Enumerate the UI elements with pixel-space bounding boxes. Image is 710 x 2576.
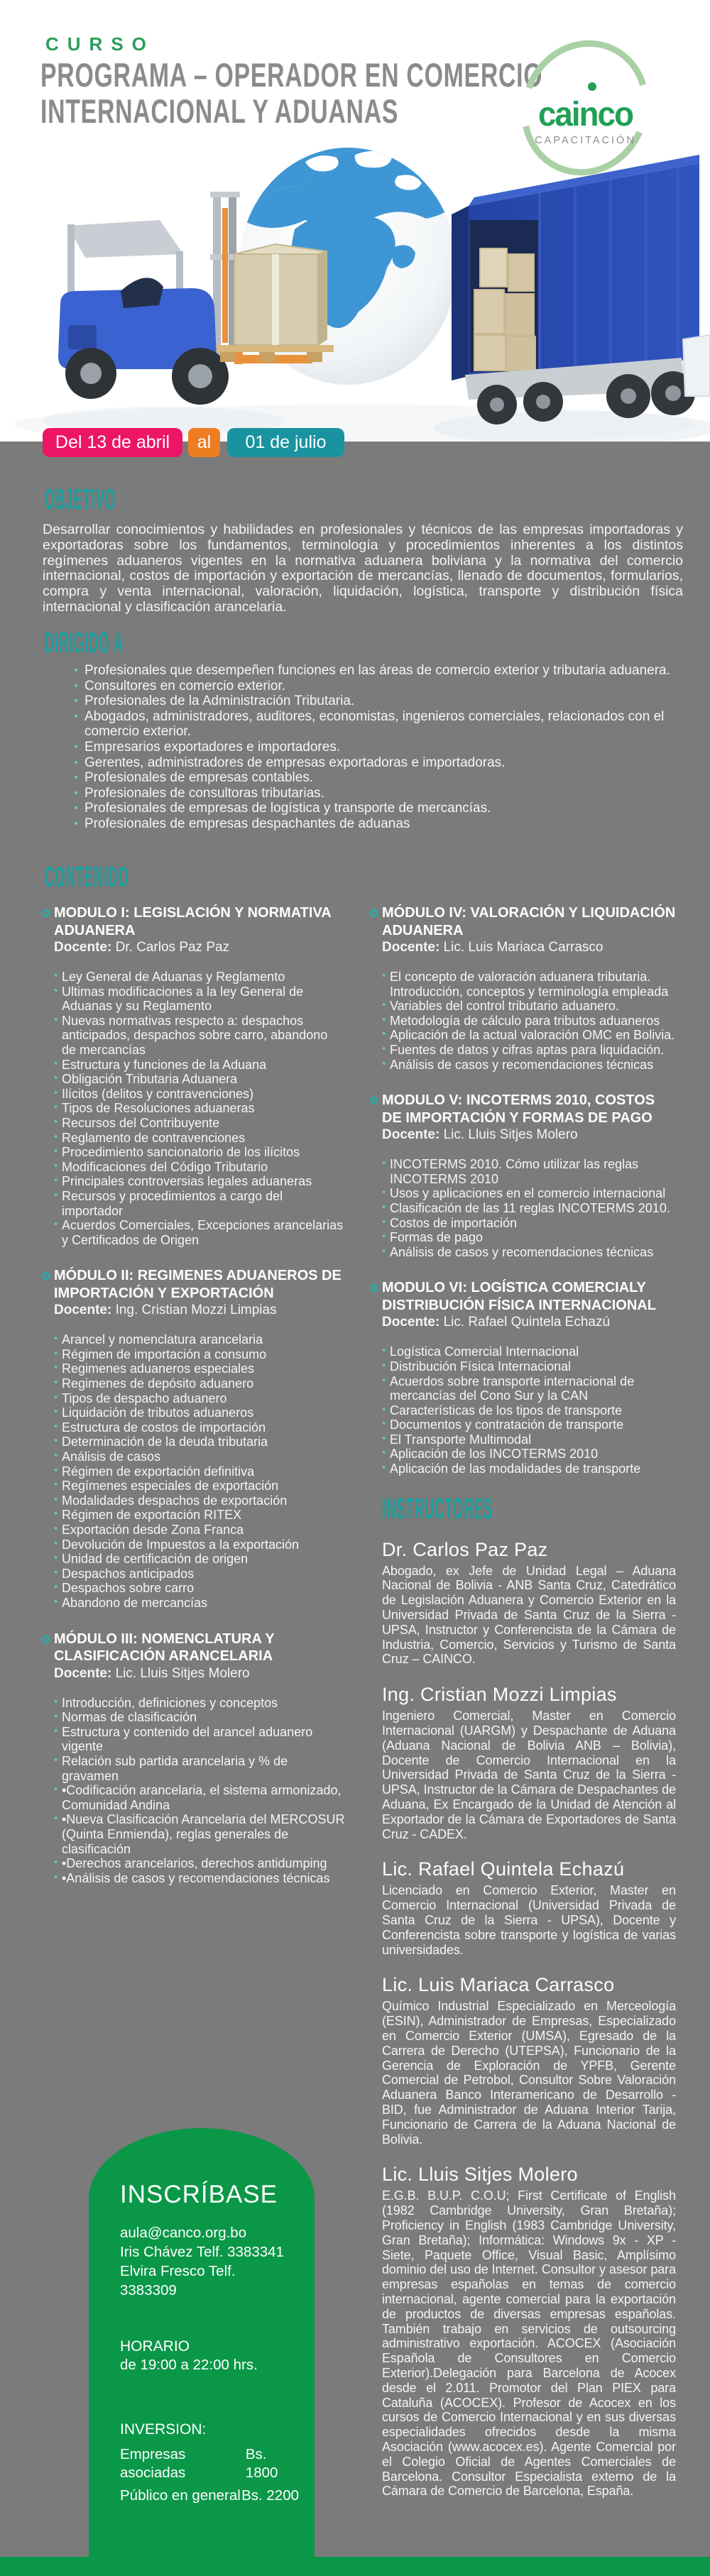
- topic-item: • Acuerdos sobre transporte internacional de mercancías del Cono Sur y la CAN: [382, 1374, 676, 1403]
- module-topics: [372, 970, 676, 1072]
- pallet-boxes-illustration: [217, 244, 334, 362]
- topic-item: • Reglamento de contravenciones: [54, 1131, 345, 1146]
- logo-subtitle: CAPACITACIÓN: [535, 135, 636, 146]
- instructor-bio: Químico Industrial Especializado en Merceología (ESIN), Administrador de Empresas, Especializado en Comercio Exterior (UMSA), Egresado de la Carrera de Derecho (UTEPSA), Funcionario de la Gerencia de Exploración de YPFB, Gerente Comercial de Petrobol, Consultor Sobre Valoración Aduanera Banco Interamericano de Desarrollo - BID, fue Administrador de Aduana Interior Tarija, Funcionario de Carrera de la Aduana Nacional de Bolivia.: [382, 1999, 676, 2147]
- topic-item: • Aplicación de los INCOTERMS 2010: [382, 1447, 676, 1462]
- module-bullet-icon: [42, 1635, 50, 1643]
- topic-item: • Tipos de Resoluciones aduaneras: [54, 1101, 345, 1116]
- horario-label: HORARIO: [120, 2338, 190, 2355]
- topic-item: • Recursos y procedimientos a cargo del importador: [54, 1189, 345, 1218]
- inversion-label: INVERSION:: [120, 2421, 207, 2438]
- date-banner: [0, 428, 710, 457]
- topic-item: • Modificaciones del Código Tributario: [54, 1160, 345, 1175]
- topic-item: • Liquidación de tributos aduaneros: [54, 1405, 345, 1420]
- dirigido-item: • Profesionales de empresas contables.: [74, 770, 686, 786]
- docente-label: Docente:: [382, 1315, 440, 1330]
- topic-item: • Obligación Tributaria Aduanera: [54, 1072, 345, 1087]
- module-block: [44, 904, 345, 1247]
- contenido-heading: CONTENIDO: [45, 862, 129, 894]
- topic-item: • Acuerdos Comerciales, Excepciones arancelarias y Certificados de Origen: [54, 1218, 345, 1247]
- docente-name: Lic. Rafael Quintela Echazú: [443, 1315, 611, 1330]
- docente-name: Ing. Cristian Mozzi Limpias: [115, 1303, 277, 1318]
- topic-item: • Despachos sobre carro: [54, 1581, 345, 1596]
- topic-item: • Regimenes aduaneros especiales: [54, 1361, 345, 1376]
- module-title-text: MÓDULO II: REGIMENES ADUANEROS DE IMPORTACIÓN Y EXPORTACIÓN: [54, 1268, 342, 1301]
- price-value: Bs. 1800: [245, 2446, 278, 2481]
- price-row: [120, 2487, 299, 2505]
- instructores-heading: INSTRUCTORES: [382, 1493, 493, 1525]
- module-bullet-icon: [370, 1097, 378, 1105]
- dirigido-item: • Profesionales que desempeñen funciones en las áreas de comercio exterior y tributaria aduanera.: [74, 663, 686, 679]
- module-bullet-icon: [42, 1272, 50, 1280]
- dirigido-heading: DIRIGIDO A: [45, 627, 124, 659]
- kicker-curso: CURSO: [45, 33, 155, 55]
- objetivo-heading: OBJETIVO: [45, 484, 116, 516]
- module-title: [372, 1279, 676, 1314]
- module-title: [372, 904, 676, 939]
- instructor-name: Lic. Rafael Quintela Echazú: [382, 1858, 625, 1880]
- module-title-text: MODULO V: INCOTERMS 2010, COSTOS DE IMPORTACIÓN Y FORMAS DE PAGO: [382, 1092, 655, 1126]
- modules-right: [372, 904, 676, 1476]
- module-bullet-icon: [370, 909, 378, 917]
- module-docente: [44, 939, 345, 956]
- docente-name: Lic. Lluis Sitjes Molero: [115, 1665, 250, 1681]
- page-title-line2: INTERNACIONAL Y ADUANAS: [40, 92, 399, 130]
- price-value: Bs. 2200: [241, 2487, 299, 2504]
- topic-item: • Estructura de costos de importación: [54, 1420, 345, 1435]
- topic-item: • Análisis de casos y recomendaciones técnicas: [382, 1058, 676, 1073]
- topic-item: • Regimenes de depósito aduanero: [54, 1376, 345, 1391]
- docente-name: Lic. Lluis Sitjes Molero: [443, 1127, 578, 1143]
- topic-item: • Abandono de mercancías: [54, 1596, 345, 1611]
- docente-label: Docente:: [54, 1303, 112, 1318]
- docente-label: Docente:: [54, 940, 112, 955]
- instructor-block: [372, 1539, 676, 1667]
- topic-item: • Clasificación de las 11 reglas INCOTERMS 2010.: [382, 1201, 676, 1216]
- topic-item: • Análisis de casos: [54, 1449, 345, 1464]
- price-row: [120, 2445, 299, 2482]
- topic-item: • Documentos y contratación de transporte: [382, 1418, 676, 1432]
- instructor-name: Lic. Lluis Sitjes Molero: [382, 2164, 578, 2186]
- inscription-email: aula@canco.org.bo: [120, 2225, 247, 2241]
- module-title-text: MÓDULO IV: VALORACIÓN Y LIQUIDACIÓN ADUANERA: [382, 905, 676, 938]
- topic-item: • •Análisis de casos y recomendaciones técnicas: [54, 1871, 345, 1886]
- date-connector-badge: al: [188, 428, 220, 457]
- topic-item: • Costos de importación: [382, 1216, 676, 1231]
- module-title: [372, 1092, 676, 1127]
- topic-item: • INCOTERMS 2010. Cómo utilizar las reglas INCOTERMS 2010: [382, 1157, 676, 1186]
- dirigido-item: • Gerentes, administradores de empresas exportadoras e importadoras.: [74, 755, 686, 771]
- price-label: Público en general: [120, 2487, 241, 2504]
- instructor-bio: Ingeniero Comercial, Master en Comercio Internacional (UARGM) y Despachante de Aduana (Aduana Nacional de Bolivia ANB – Bolivia), Docente de Comercio Internacional en la Universidad Privada de Santa Cruz de la Sierra - UPSA, Instructor de la Cámara de Despachantes de Aduana, Ex Encargado de la Unidad de Atención al Exportador de la Cámara de Exportadores de Santa Cruz - CADEX.: [382, 1709, 676, 1841]
- topic-item: • •Nueva Clasificación Arancelaria del MERCOSUR (Quinta Enmienda), reglas generales de clasificación: [54, 1812, 345, 1856]
- docente-label: Docente:: [382, 1127, 440, 1143]
- module-title-text: MÓDULO III: NOMENCLATURA Y CLASIFICACIÓN ARANCELARIA: [54, 1630, 275, 1665]
- topic-item: • Normas de clasificación: [54, 1710, 345, 1725]
- module-topics: [44, 1332, 345, 1610]
- dirigido-item: • Profesionales de consultoras tributarias.: [74, 786, 686, 801]
- topic-item: • Estructura y funciones de la Aduana: [54, 1058, 345, 1073]
- topic-item: • Nuevas normativas respecto a: despachos anticipados, despachos sobre carro, abandono de mercancías: [54, 1014, 345, 1058]
- instructor-name: Dr. Carlos Paz Paz: [382, 1538, 548, 1560]
- module-docente: [372, 939, 676, 956]
- module-title: [44, 1267, 345, 1302]
- topic-item: • Relación sub partida arancelaria y % de gravamen: [54, 1754, 345, 1783]
- module-topics: [44, 970, 345, 1247]
- horario-value: de 19:00 a 22:00 hrs.: [120, 2357, 258, 2373]
- topic-item: • Análisis de casos y recomendaciones técnicas: [382, 1245, 676, 1260]
- instructor-bio: Abogado, ex Jefe de Unidad Legal – Aduana Nacional de Bolivia - ANB Santa Cruz, Catedrático de Legislación Aduanera y Comercio Exterior en la Universidad Privada de Santa Cruz de la Sierra - UPSA, Instructor y Conferencista de la Cámara de Industria, Comercio, Servicios y Turismo de Santa Cruz – CAINCO.: [382, 1563, 676, 1667]
- topic-item: • Recursos del Contribuyente: [54, 1116, 345, 1131]
- module-docente: [44, 1302, 345, 1319]
- topic-item: • Aplicación de la actual valoración OMC en Bolivia.: [382, 1028, 676, 1043]
- dirigido-item: • Profesionales de empresas despachantes de aduanas: [74, 816, 686, 832]
- topic-item: • Tipos de despacho aduanero: [54, 1391, 345, 1406]
- topic-item: • Introducción, definiciones y conceptos: [54, 1696, 345, 1711]
- instructor-bio: E.G.B. B.U.P. C.O.U; First Certificate of English (1982 Cambridge University, Gran Bretaña); Proficiency in English (1983 Cambridge University, Gran Bretaña); Informática: Windows 9x - XP - Siete, Paquete Office, Visual Basic, Amplísimo dominio del uso de Internet. Consultor y asesor para empresas españolas en temas de comercio internacional, agente comercial para la exportación de productos de diversas empresas españolas. También trabajo en servicios de outsourcing administrativo exportación. ACOCEX (Asociación Española de Consultores en Comercio Exterior).Delegación para Barcelona de Acocex desde el 2.011. Promotor del Plan PIEX para Cataluña (ACOCEX). Profesor de Acocex en los cursos de Comercio Internacional y en sus diversas especialidades ofrecidos desde la misma Asociación (www.acocex.es). Agente Comercial por el Colegio Oficial de Agentes Comerciales de Barcelona. Consultor Especialista externo de la Cámara de Comercio de Barcelona, España.: [382, 2188, 676, 2499]
- topic-item: • El Transporte Multimodal: [382, 1432, 676, 1447]
- topic-item: • Régimen de exportación definitiva: [54, 1464, 345, 1479]
- topic-item: • Principales controversias legales aduaneras: [54, 1174, 345, 1189]
- topic-item: • Características de los tipos de transporte: [382, 1403, 676, 1418]
- dirigido-item: • Profesionales de la Administración Tributaria.: [74, 694, 686, 709]
- topic-item: • Modalidades despachos de exportación: [54, 1493, 345, 1508]
- module-title: [44, 904, 345, 939]
- module-block: [372, 1279, 676, 1476]
- instructor-block: [372, 2164, 676, 2499]
- date-to-badge: 01 de julio: [227, 428, 344, 457]
- module-docente: [44, 1665, 345, 1682]
- module-block: [44, 1267, 345, 1610]
- instructores-list: [372, 1539, 676, 2499]
- topic-item: • Unidad de certificación de origen: [54, 1552, 345, 1567]
- date-from-badge: Del 13 de abril: [43, 428, 182, 457]
- topic-item: • •Derechos arancelarios, derechos antidumping: [54, 1856, 345, 1871]
- instructor-bio: Licenciado en Comercio Exterior, Master en Comercio Internacional (Universidad Privada de Santa Cruz de la Sierra - UPSA), Docente y Conferencista sobre transporte y logística de varias universidades.: [382, 1883, 676, 1957]
- dirigido-item: • Consultores en comercio exterior.: [74, 679, 686, 694]
- topic-item: • Regímenes especiales de exportación: [54, 1479, 345, 1493]
- topic-item: • Procedimiento sancionatorio de los ilícitos: [54, 1145, 345, 1160]
- dirigido-item: • Profesionales de empresas de logística y transporte de mercancías.: [74, 801, 686, 816]
- module-topics: [372, 1157, 676, 1259]
- instructor-block: [372, 1684, 676, 1841]
- docente-name: Dr. Carlos Paz Paz: [115, 940, 230, 955]
- module-docente: [372, 1314, 676, 1331]
- topic-item: • Variables del control tributario aduanero.: [382, 999, 676, 1014]
- instructor-name: Lic. Luis Mariaca Carrasco: [382, 1974, 615, 1996]
- topic-item: • Devolución de Impuestos a la exportación: [54, 1538, 345, 1552]
- module-block: [372, 904, 676, 1072]
- topic-item: • Determinación de la deuda tributaria: [54, 1435, 345, 1449]
- topic-item: • Logística Comercial Internacional: [382, 1344, 676, 1359]
- contenido-column-right: [372, 904, 676, 2499]
- instructor-name: Ing. Cristian Mozzi Limpias: [382, 1684, 617, 1706]
- contenido-column-left: [44, 904, 345, 1905]
- docente-label: Docente:: [382, 940, 440, 955]
- inscription-contact-1: Iris Chávez Telf. 3383341: [120, 2244, 284, 2260]
- instructor-block: [372, 1974, 676, 2147]
- docente-label: Docente:: [54, 1665, 112, 1681]
- dirigido-list: [74, 663, 686, 832]
- inscription-contact-2: Elvira Fresco Telf. 3383309: [120, 2263, 236, 2298]
- topic-item: • Despachos anticipados: [54, 1567, 345, 1582]
- topic-item: • El concepto de valoración aduanera tributaria. Introducción, conceptos y terminología empleada: [382, 970, 676, 999]
- inscription-title: INSCRÍBASE: [120, 2181, 278, 2208]
- topic-item: • Distribución Física Internacional: [382, 1359, 676, 1374]
- topic-item: • Metodología de cálculo para tributos aduaneros: [382, 1014, 676, 1029]
- topic-item: • •Codificación arancelaria, el sistema armonizado, Comunidad Andina: [54, 1783, 345, 1812]
- topic-item: • Aplicación de las modalidades de transporte: [382, 1462, 676, 1476]
- topic-item: • Formas de pago: [382, 1230, 676, 1245]
- truck-illustration: [452, 155, 710, 424]
- container-boxes-illustration: [474, 248, 535, 371]
- topic-item: • Fuentes de datos y cifras aptas para liquidación.: [382, 1043, 676, 1058]
- topic-item: • Ley General de Aduanas y Reglamento: [54, 970, 345, 985]
- module-bullet-icon: [42, 909, 50, 917]
- module-title-text: MODULO I: LEGISLACIÓN Y NORMATIVA ADUANERA: [54, 905, 331, 938]
- logo-wordmark: cainco: [537, 96, 633, 133]
- hero-illustration: [0, 41, 710, 442]
- module-bullet-icon: [370, 1284, 378, 1292]
- module-topics: [372, 1344, 676, 1476]
- module-title-text: MODULO VI: LOGÍSTICA COMERCIALY DISTRIBUCIÓN FÍSICA INTERNACIONAL: [382, 1280, 656, 1313]
- topic-item: • Régimen de importación a consumo: [54, 1347, 345, 1362]
- docente-name: Lic. Luis Mariaca Carrasco: [443, 940, 604, 955]
- module-block: [44, 1630, 345, 1886]
- price-list: [120, 2445, 299, 2505]
- topic-item: • Ultimas modificaciones a la ley General de Aduanas y su Reglamento: [54, 985, 345, 1014]
- instructor-block: [372, 1858, 676, 1957]
- module-title: [44, 1630, 345, 1665]
- objetivo-text: Desarrollar conocimientos y habilidades en profesionales y técnicos de las empresas importadoras y exportadoras sobre los fundamentos, terminología y procedimientos inherentes a los distintos regímenes aduaneros vigentes en la normativa aduanera boliviana y la normativa del comercio internacional, costos de importación y exportación de mercancías, llenado de documentos, formularios, compra y venta internacional, valoración, liquidación, logística, transporte y distribución física internacional y clasificación arancelaria.: [43, 522, 683, 615]
- price-label: Empresas asociadas: [120, 2446, 186, 2481]
- topic-item: • Ilícitos (delitos y contravenciones): [54, 1087, 345, 1102]
- module-docente: [372, 1127, 676, 1144]
- module-topics: [44, 1696, 345, 1886]
- module-block: [372, 1092, 676, 1259]
- dirigido-item: • Abogados, administradores, auditores, economistas, ingenieros comerciales, relacionados con el comercio exterior.: [74, 709, 686, 740]
- inscription-box: [89, 2128, 315, 2576]
- topic-item: • Arancel y nomenclatura arancelaria: [54, 1332, 345, 1347]
- topic-item: • Estructura y contenido del arancel aduanero vigente: [54, 1725, 345, 1754]
- page-title-line1: PROGRAMA – OPERADOR EN COMERCIO: [40, 56, 543, 94]
- topic-item: • Régimen de exportación RITEX: [54, 1508, 345, 1523]
- topic-item: • Exportación desde Zona Franca: [54, 1523, 345, 1538]
- dirigido-item: • Empresarios exportadores e importadores.: [74, 740, 686, 755]
- topic-item: • Usos y aplicaciones en el comercio internacional: [382, 1186, 676, 1201]
